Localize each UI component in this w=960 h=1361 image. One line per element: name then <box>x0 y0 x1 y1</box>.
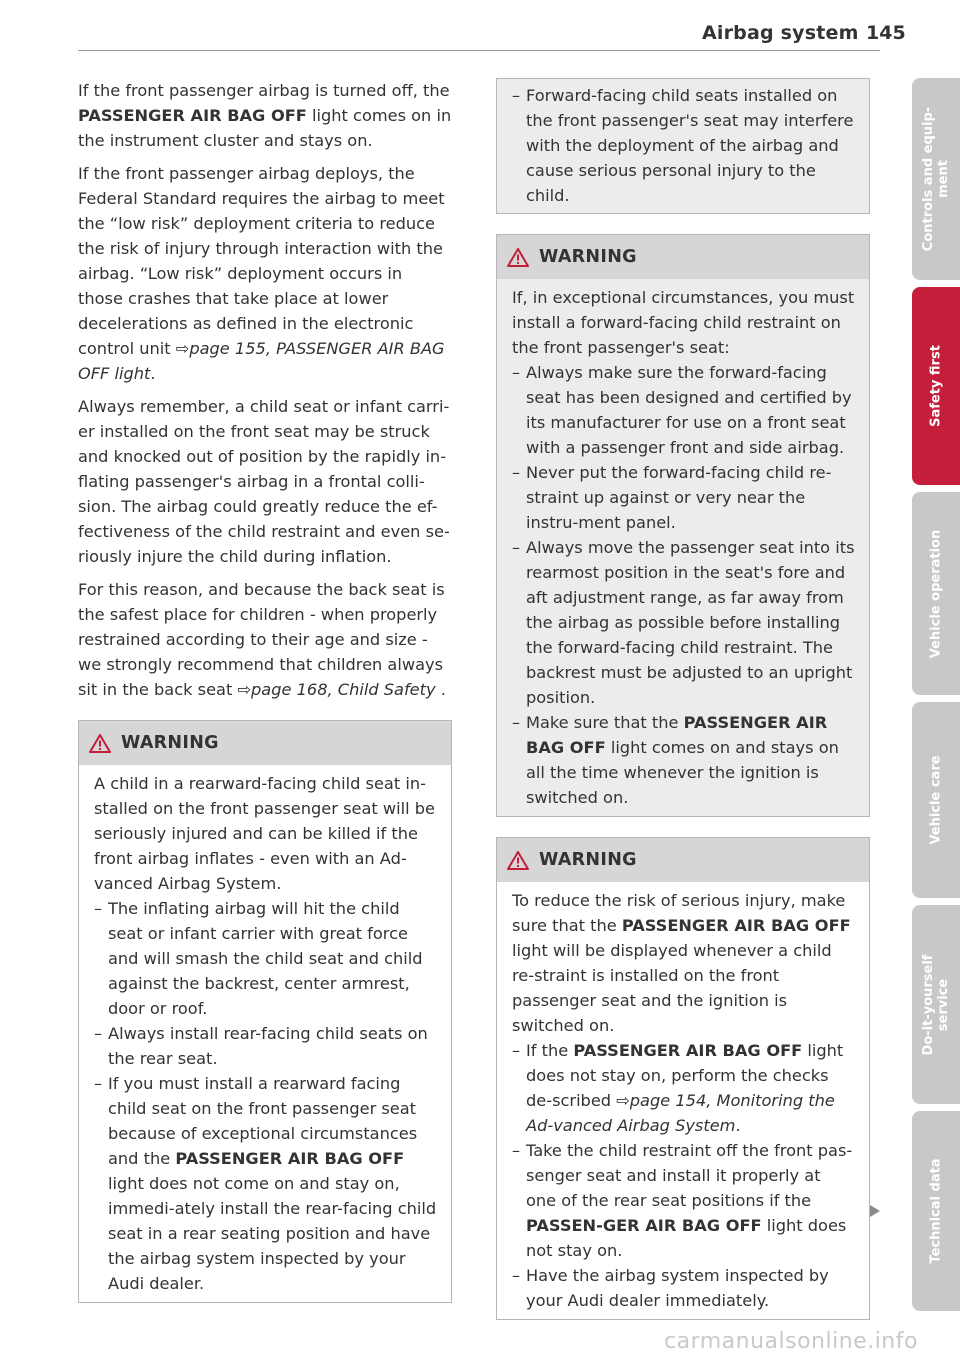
list-item: – If the PASSENGER AIR BAG OFF light does not stay on, perform the checks de-scribed ⇨page 154, Monitoring the Ad-vanced Airbag System. <box>512 1038 855 1138</box>
tab-label: Vehicle care <box>928 755 944 845</box>
tab-do-it-yourself-service[interactable] <box>912 905 960 1104</box>
tab-label: Vehicle operation <box>928 529 944 658</box>
warning-box-forward-facing <box>496 234 870 817</box>
warning-heading: WARNING <box>79 721 451 765</box>
warning-heading: WARNING <box>497 235 869 279</box>
indicator-name: PASSENGER AIR BAG OFF <box>78 106 307 125</box>
chapter-tabs <box>912 78 960 1318</box>
page-reference-link[interactable]: ⇨page 154, Monitoring the Ad-vanced Airbag System <box>526 1091 835 1135</box>
page-reference-link[interactable]: ⇨page 155, PASSENGER AIR BAG OFF light <box>78 339 445 383</box>
list-item: – Take the child restraint off the front pas-senger seat and install it properly at one of the rear seat positions if the PASSEN-GER AIR BAG OFF light does not stay on. <box>512 1138 855 1263</box>
tab-controls-and-equipment[interactable] <box>912 78 960 280</box>
warning-intro: To reduce the risk of serious injury, make sure that the PASSENGER AIR BAG OFF light will be displayed whenever a child re-straint is installed on the front passenger seat and the ignition is switched on. <box>512 891 851 1035</box>
list-item: – The inflating airbag will hit the child seat or infant carrier with great force and will smash the child seat and child against the backrest, center armrest, door or roof. <box>94 896 437 1021</box>
list-item: – Never put the forward-facing child re-straint up against or very near the instru-ment panel. <box>512 460 855 535</box>
tab-label: Safety first <box>928 345 944 427</box>
page-number: 145 <box>866 22 906 44</box>
header-rule <box>78 50 880 51</box>
list-item: – If you must install a rearward facing child seat on the front passenger seat because of exceptional circumstances and the PASSENGER AIR BAG OFF light does not come on and stay on, immedi-ately install the rear-facing child seat in a rear seating position and have the airbag system inspected by your Audi dealer. <box>94 1071 437 1296</box>
warning-intro: If, in exceptional circumstances, you must install a forward-facing child restraint on the front passenger's seat: <box>512 288 855 357</box>
list-item: – Always move the passenger seat into its rearmost position in the seat's fore and aft adjustment range, as far away from the airbag as possible before installing the forward-facing child restraint. The backrest must be adjusted to an upright position. <box>512 535 855 710</box>
warning-list <box>94 896 437 1296</box>
list-item: – Make sure that the PASSENGER AIR BAG OFF light comes on and stays on all the time whenever the ignition is switched on. <box>512 710 855 810</box>
warning-triangle-icon <box>89 734 111 753</box>
tab-technical-data[interactable] <box>912 1111 960 1311</box>
tab-label: Do-it-yourself service <box>921 954 951 1055</box>
warning-triangle-icon <box>507 248 529 267</box>
warning-triangle-icon <box>507 851 529 870</box>
list-item: – Always make sure the forward-facing seat has been designed and certified by its manufacturer for use on a front seat with a passenger front and side airbag. <box>512 360 855 460</box>
tab-vehicle-care[interactable] <box>912 702 960 898</box>
paragraph-low-risk: If the front passenger airbag deploys, the Federal Standard requires the airbag to meet the “low risk” deployment criteria to reduce the risk of injury through interaction with the airbag. “Low risk” deployment occurs in those crashes that take place at lower decelerations as defined in the electronic control unit ⇨page 155, PASSENGER AIR BAG OFF light. <box>78 164 445 383</box>
list-item: – Forward-facing child seats installed on the front passenger's seat may interfere with the deployment of the airbag and cause serious personal injury to the child. <box>512 83 855 208</box>
continue-arrow-icon <box>870 1205 880 1217</box>
header-title: Airbag system <box>702 22 859 44</box>
tab-label: Technical data <box>928 1158 944 1264</box>
warning-intro: A child in a rearward-facing child seat in-stalled on the front passenger seat will be seriously injured and can be killed if the front airbag inflates - even with an Ad-vanced Airbag System. <box>94 774 435 893</box>
list-item: – Have the airbag system inspected by your Audi dealer immediately. <box>512 1263 855 1313</box>
tab-vehicle-operation[interactable] <box>912 492 960 695</box>
warning-heading: WARNING <box>497 838 869 882</box>
tab-label: Controls and equip- ment <box>921 106 951 252</box>
warning-box-airbag-off-light <box>496 837 870 1320</box>
warning-box-rear-facing <box>78 720 452 1303</box>
warning-box-continued <box>496 78 870 214</box>
paragraph-child-seat: Always remember, a child seat or infant carri-er installed on the front seat may be struck and knocked out of position by the rapidly in-flating passenger's airbag in a frontal colli-sion. The airbag could greatly reduce the ef-fectiveness of the child restraint and even se-riously injure the child during inflation. <box>78 397 450 566</box>
left-column <box>78 78 452 1303</box>
right-column <box>496 78 870 1320</box>
paragraph-airbag-off: If the front passenger airbag is turned off, the PASSENGER AIR BAG OFF light comes on in the instrument cluster and stays on. <box>78 81 452 150</box>
paragraph-back-seat: For this reason, and because the back seat is the safest place for children - when properly restrained according to their age and size - we strongly recommend that children always sit in the back seat ⇨page 168, Child Safety . <box>78 580 446 699</box>
watermark: carmanualsonline.info <box>664 1329 918 1354</box>
tab-safety-first[interactable] <box>912 287 960 485</box>
list-item: – Always install rear-facing child seats on the rear seat. <box>94 1021 437 1071</box>
page-reference-link[interactable]: ⇨page 168, Child Safety <box>237 680 436 699</box>
